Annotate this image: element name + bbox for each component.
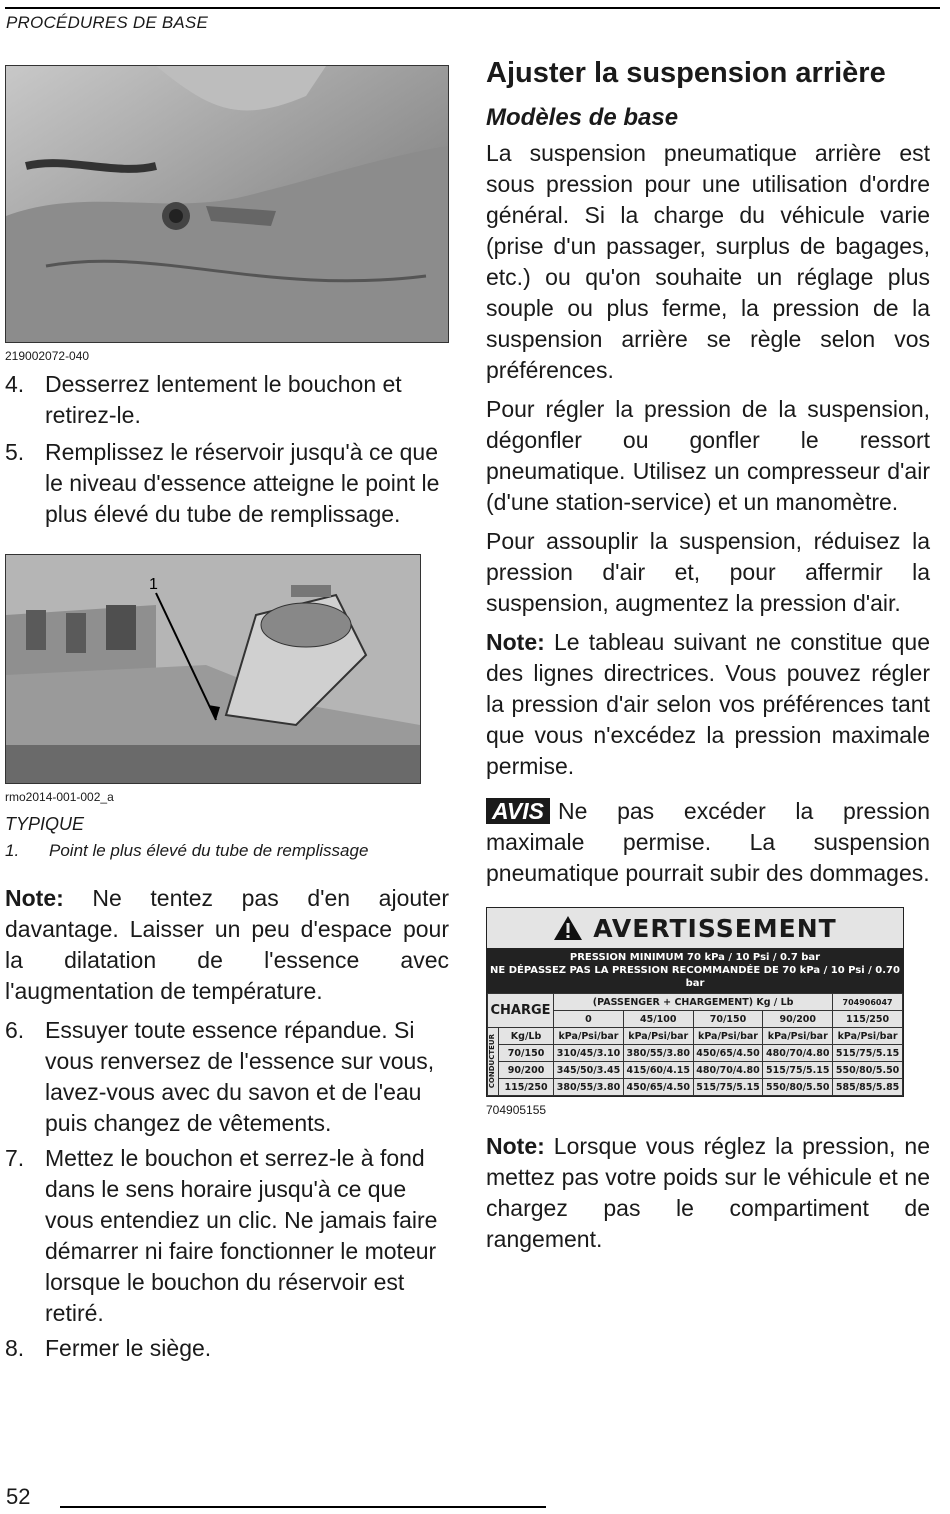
unit-header: kPa/Psi/bar [693, 1028, 763, 1045]
driver-cell: 90/200 [499, 1062, 554, 1079]
list-item [5, 437, 449, 530]
step-number: 4. [5, 371, 25, 397]
figure2-code: rmo2014-001-002_a [5, 790, 114, 804]
table-row [488, 1045, 903, 1062]
list-item [5, 1333, 449, 1364]
table-cell: 585/85/5.85 [833, 1079, 903, 1096]
note-text: Le tableau suivant ne constitue que des lignes directrices. Vous pouvez régler la pression d'air selon vos préférences tant que vous n'excédez la pression maximale permise. [486, 629, 930, 779]
table-cell: 310/45/3.10 [554, 1045, 624, 1062]
caption-text: Point le plus élevé du tube de remplissage [49, 841, 369, 860]
table-cell: 450/65/4.50 [693, 1045, 763, 1062]
unit-header: kPa/Psi/bar [833, 1028, 903, 1045]
table-cell: 480/70/4.80 [763, 1045, 833, 1062]
table-cell: 515/75/5.15 [833, 1045, 903, 1062]
unit-header: kPa/Psi/bar [623, 1028, 693, 1045]
passenger-col: 90/200 [763, 1011, 833, 1028]
figure-fuel-cap-photo [5, 65, 449, 343]
right-column [486, 57, 930, 1255]
avis-paragraph [486, 796, 930, 889]
step-number: 7. [5, 1145, 25, 1171]
figure-filler-tube [5, 554, 421, 784]
warning-header [487, 908, 903, 948]
unit-header: kPa/Psi/bar [763, 1028, 833, 1045]
table-cell: 380/55/3.80 [623, 1045, 693, 1062]
warning-subheader [487, 948, 903, 993]
part-number: 704906047 [833, 994, 903, 1011]
caption-item [5, 839, 449, 863]
paragraph-2: Pour régler la pression de la suspension, dégonfler ou gonfler le ressort pneumatique. Utilisez un compresseur d'air (d'une station-service) et un manomètre. [486, 396, 930, 515]
driver-cell: 115/250 [499, 1079, 554, 1096]
note-paragraph-1 [486, 627, 930, 782]
running-head: PROCÉDURES DE BASE [6, 13, 208, 32]
table-cell: 515/75/5.15 [693, 1079, 763, 1096]
charge-label: CHARGE [488, 994, 554, 1028]
table-cell: 380/55/3.80 [554, 1079, 624, 1096]
table-row [488, 994, 903, 1011]
passenger-col: 70/150 [693, 1011, 763, 1028]
note-text: Ne tentez pas d'en ajouter davantage. Laisser un peu d'espace pour la dilatation de l'essence avec l'augmentation de température. [5, 885, 450, 1004]
table-cell: 515/75/5.15 [763, 1062, 833, 1079]
passenger-col: 115/250 [833, 1011, 903, 1028]
passenger-col: 45/100 [623, 1011, 693, 1028]
table-row [488, 1079, 903, 1096]
note-label: Note: [5, 885, 64, 911]
table-row [488, 1062, 903, 1079]
note-label: Note: [486, 1133, 545, 1159]
warning-label [486, 907, 904, 1097]
callout-1: 1 [149, 576, 158, 593]
conducteur-cell [488, 1028, 499, 1096]
warning-triangle-icon [553, 915, 583, 941]
step-text: Fermer le siège. [45, 1335, 212, 1361]
group-header: (PASSENGER + CHARGEMENT) Kg / Lb [554, 994, 833, 1011]
caption-number: 1. [5, 841, 20, 860]
list-item [5, 1015, 449, 1139]
section-subtitle: Modèles de base [486, 104, 679, 131]
avis-badge: AVIS [486, 798, 550, 824]
note-text: Lorsque vous réglez la pression, ne mettez pas votre poids sur le véhicule et ne chargez pas le compartiment de rangement. [486, 1133, 930, 1252]
list-item [5, 369, 449, 431]
filler-tube-illustration [6, 555, 420, 783]
step-number: 6. [5, 1017, 25, 1043]
note-paragraph-2 [486, 1131, 930, 1255]
footer-rule [60, 1506, 546, 1508]
conducteur-label: CONDUCTEUR [488, 1034, 496, 1089]
table-cell: 550/80/5.50 [833, 1062, 903, 1079]
avis-text: Ne pas excéder la pression maximale permise. La suspension pneumatique pourrait subir des dommages. [486, 798, 930, 886]
header-rule [5, 7, 940, 9]
step-text: Essuyer toute essence répandue. Si vous renversez de l'essence sur vous, lavez-vous avec du savon et de l'eau puis changez de vêtements. [45, 1017, 435, 1136]
passenger-col: 0 [554, 1011, 624, 1028]
left-column [5, 65, 449, 1364]
table-cell: 480/70/4.80 [693, 1062, 763, 1079]
list-item [5, 1143, 449, 1329]
table-cell: 345/50/3.45 [554, 1062, 624, 1079]
row-header: Kg/Lb [499, 1028, 554, 1045]
warning-code: 704905155 [486, 1103, 547, 1117]
step-number: 5. [5, 439, 25, 465]
step-text: Desserrez lentement le bouchon et retirez-le. [45, 371, 402, 428]
table-row [488, 1028, 903, 1045]
paragraph-3: Pour assouplir la suspension, réduisez la pression d'air et, pour affermir la suspension, augmentez la pression d'air. [486, 528, 930, 616]
paragraph-1: La suspension pneumatique arrière est sous pression pour une utilisation d'ordre général. Si la charge du véhicule varie (prise d'un passager, surplus de bagages, etc.) ou qu'on souhaite un réglage plus souple ou plus ferme, la pression de la suspension arrière se règle selon vos préférences. [486, 140, 930, 383]
note-label: Note: [486, 629, 545, 655]
table-cell: 550/80/5.50 [763, 1079, 833, 1096]
fuel-cap-illustration [6, 66, 448, 342]
warning-title: AVERTISSEMENT [593, 913, 837, 943]
step-text: Mettez le bouchon et serrez-le à fond dans le sens horaire jusqu'à ce que vous entendiez un clic. Ne jamais faire démarrer ni faire fonctionner le moteur lorsque le bouchon du réservoir est retiré. [45, 1145, 438, 1326]
pressure-table [487, 993, 903, 1096]
unit-header: kPa/Psi/bar [554, 1028, 624, 1045]
warning-line-2: NE DÉPASSEZ PAS LA PRESSION RECOMMANDÉE DE 70 kPa / 10 Psi / 0.70 bar [490, 965, 900, 989]
warning-line-1: PRESSION MINIMUM 70 kPa / 10 Psi / 0.7 bar [569, 952, 821, 963]
steps-list-a [5, 369, 449, 530]
driver-cell: 70/150 [499, 1045, 554, 1062]
table-cell: 450/65/4.50 [623, 1079, 693, 1096]
caption-title: TYPIQUE [5, 814, 85, 834]
figure1-code: 219002072-040 [5, 349, 90, 363]
step-text: Remplissez le réservoir jusqu'à ce que le niveau d'essence atteigne le point le plus élevé du tube de remplissage. [45, 439, 440, 527]
page-number: 52 [6, 1484, 31, 1509]
note-paragraph [5, 883, 449, 1007]
table-cell: 415/60/4.15 [623, 1062, 693, 1079]
section-title: Ajuster la suspension arrière [486, 57, 886, 89]
step-number: 8. [5, 1335, 25, 1361]
steps-list-b [5, 1015, 449, 1364]
